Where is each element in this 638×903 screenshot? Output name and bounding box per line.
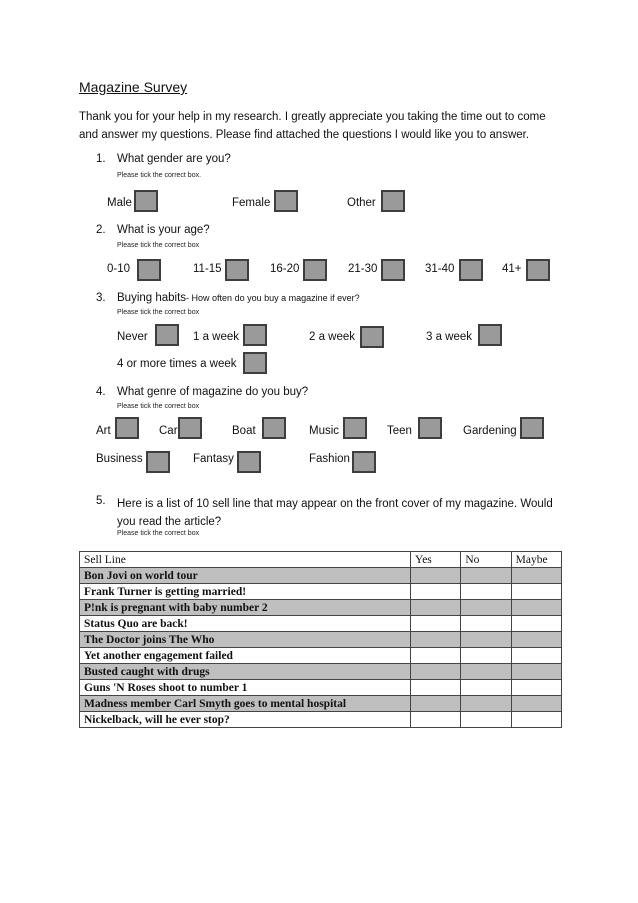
- header-sell-line: Sell Line: [80, 552, 411, 568]
- table-row: [80, 696, 562, 712]
- age-11-15-label: 11-15: [193, 263, 222, 275]
- maybe-cell[interactable]: [511, 648, 561, 664]
- genre-art-checkbox[interactable]: [115, 417, 139, 439]
- maybe-cell[interactable]: [511, 600, 561, 616]
- option-male-checkbox[interactable]: [134, 190, 158, 212]
- sell-line: Yet another engagement failed: [80, 648, 411, 664]
- yes-cell[interactable]: [411, 600, 461, 616]
- no-cell[interactable]: [461, 680, 511, 696]
- habit-4-more-label: 4 or more times a week: [117, 358, 237, 370]
- genre-music-label: Music: [309, 425, 340, 437]
- q1-text: What gender are you?: [117, 153, 231, 165]
- sell-line: P!nk is pregnant with baby number 2: [80, 600, 411, 616]
- sell-line: Madness member Carl Smyth goes to mental hospital: [80, 696, 411, 712]
- table-row: [80, 616, 562, 632]
- q3-text-extra: - How often do you buy a magazine if ever?: [186, 293, 360, 303]
- option-other-checkbox[interactable]: [381, 190, 405, 212]
- habit-never-label: Never: [117, 331, 148, 343]
- table-row: [80, 664, 562, 680]
- table-header-row: [80, 552, 562, 568]
- no-cell[interactable]: [461, 648, 511, 664]
- q2-text: What is your age?: [117, 224, 210, 236]
- genre-teen-checkbox[interactable]: [418, 417, 442, 439]
- maybe-cell[interactable]: [511, 696, 561, 712]
- q5-hint: Please tick the correct box: [117, 530, 200, 537]
- genre-fantasy-label: Fantasy: [193, 453, 234, 465]
- maybe-cell[interactable]: [511, 664, 561, 680]
- age-11-15-checkbox[interactable]: [225, 259, 249, 281]
- sell-line: Guns 'N Roses shoot to number 1: [80, 680, 411, 696]
- table-row: [80, 600, 562, 616]
- q5-number: 5.: [96, 495, 106, 507]
- survey-title: Magazine Survey: [79, 79, 188, 95]
- table-row: [80, 712, 562, 728]
- table-row: [80, 584, 562, 600]
- sell-line: Nickelback, will he ever stop?: [80, 712, 411, 728]
- age-21-30-checkbox[interactable]: [381, 259, 405, 281]
- table-row: [80, 680, 562, 696]
- header-maybe: Maybe: [511, 552, 561, 568]
- header-yes: Yes: [411, 552, 461, 568]
- habit-2-week-label: 2 a week: [309, 331, 356, 343]
- q3-number: 3.: [96, 292, 106, 304]
- q4-text: What genre of magazine do you buy?: [117, 386, 309, 398]
- habit-1-week-checkbox[interactable]: [243, 324, 267, 346]
- q2-hint: Please tick the correct box: [117, 242, 200, 249]
- sell-line: Busted caught with drugs: [80, 664, 411, 680]
- q2-number: 2.: [96, 224, 106, 236]
- genre-teen-label: Teen: [387, 425, 412, 437]
- no-cell[interactable]: [461, 584, 511, 600]
- table-row: [80, 648, 562, 664]
- maybe-cell[interactable]: [511, 584, 561, 600]
- age-16-20-checkbox[interactable]: [303, 259, 327, 281]
- no-cell[interactable]: [461, 696, 511, 712]
- genre-business-checkbox[interactable]: [146, 451, 170, 473]
- genre-gardening-checkbox[interactable]: [520, 417, 544, 439]
- sell-line: Bon Jovi on world tour: [80, 568, 411, 584]
- genre-boat-label: Boat: [232, 425, 256, 437]
- habit-1-week-label: 1 a week: [193, 331, 240, 343]
- age-21-30-label: 21-30: [348, 263, 378, 275]
- maybe-cell[interactable]: [511, 680, 561, 696]
- q1-hint: Please tick the correct box.: [117, 172, 202, 179]
- age-31-40-label: 31-40: [425, 263, 455, 275]
- no-cell[interactable]: [461, 712, 511, 728]
- sell-line: Status Quo are back!: [80, 616, 411, 632]
- genre-car-label: Car: [159, 425, 178, 437]
- q1-number: 1.: [96, 153, 106, 165]
- genre-business-label: Business: [96, 453, 143, 465]
- yes-cell[interactable]: [411, 680, 461, 696]
- genre-boat-checkbox[interactable]: [262, 417, 286, 439]
- intro-text: Thank you for your help in my research. I greatly appreciate you taking the time out to come and answer my questions. Please find attached the questions I would like you to answer.: [79, 111, 546, 141]
- yes-cell[interactable]: [411, 616, 461, 632]
- table-row: [80, 632, 562, 648]
- yes-cell[interactable]: [411, 584, 461, 600]
- sell-line-table: [79, 551, 562, 728]
- habit-3-week-label: 3 a week: [426, 331, 473, 343]
- sell-line: The Doctor joins The Who: [80, 632, 411, 648]
- yes-cell[interactable]: [411, 712, 461, 728]
- genre-car-checkbox[interactable]: [178, 417, 202, 439]
- q4-number: 4.: [96, 386, 106, 398]
- yes-cell[interactable]: [411, 632, 461, 648]
- age-41plus-label: 41+: [502, 263, 522, 275]
- age-41plus-checkbox[interactable]: [526, 259, 550, 281]
- no-cell[interactable]: [461, 616, 511, 632]
- maybe-cell[interactable]: [511, 568, 561, 584]
- habit-2-week-checkbox[interactable]: [360, 326, 384, 348]
- maybe-cell[interactable]: [511, 616, 561, 632]
- no-cell[interactable]: [461, 600, 511, 616]
- maybe-cell[interactable]: [511, 632, 561, 648]
- option-female-label: Female: [232, 197, 271, 209]
- genre-fashion-label: Fashion: [309, 453, 350, 465]
- no-cell[interactable]: [461, 632, 511, 648]
- genre-fantasy-checkbox[interactable]: [237, 451, 261, 473]
- sell-line: Frank Turner is getting married!: [80, 584, 411, 600]
- table-row: [80, 568, 562, 584]
- header-no: No: [461, 552, 511, 568]
- yes-cell[interactable]: [411, 568, 461, 584]
- no-cell[interactable]: [461, 568, 511, 584]
- habit-3-week-checkbox[interactable]: [478, 324, 502, 346]
- age-0-10-checkbox[interactable]: [137, 259, 161, 281]
- genre-art-label: Art: [96, 425, 111, 437]
- habit-4-more-checkbox[interactable]: [243, 352, 267, 374]
- option-male-label: Male: [107, 197, 132, 209]
- q4-hint: Please tick the correct box: [117, 403, 200, 410]
- genre-fashion-checkbox[interactable]: [352, 451, 376, 473]
- genre-music-checkbox[interactable]: [343, 417, 367, 439]
- age-16-20-label: 16-20: [270, 263, 300, 275]
- option-female-checkbox[interactable]: [274, 190, 298, 212]
- no-cell[interactable]: [461, 664, 511, 680]
- age-31-40-checkbox[interactable]: [459, 259, 483, 281]
- age-0-10-label: 0-10: [107, 263, 131, 275]
- yes-cell[interactable]: [411, 648, 461, 664]
- habit-never-checkbox[interactable]: [155, 324, 179, 346]
- genre-gardening-label: Gardening: [463, 425, 517, 437]
- q5-text: Here is a list of 10 sell line that may appear on the front cover of my magazine. Would you read the article?: [117, 498, 553, 528]
- maybe-cell[interactable]: [511, 712, 561, 728]
- q3-hint: Please tick the correct box: [117, 309, 200, 316]
- q3-text: Buying habits- How often do you buy a magazine if ever?: [117, 292, 360, 304]
- yes-cell[interactable]: [411, 664, 461, 680]
- yes-cell[interactable]: [411, 696, 461, 712]
- option-other-label: Other: [347, 197, 376, 209]
